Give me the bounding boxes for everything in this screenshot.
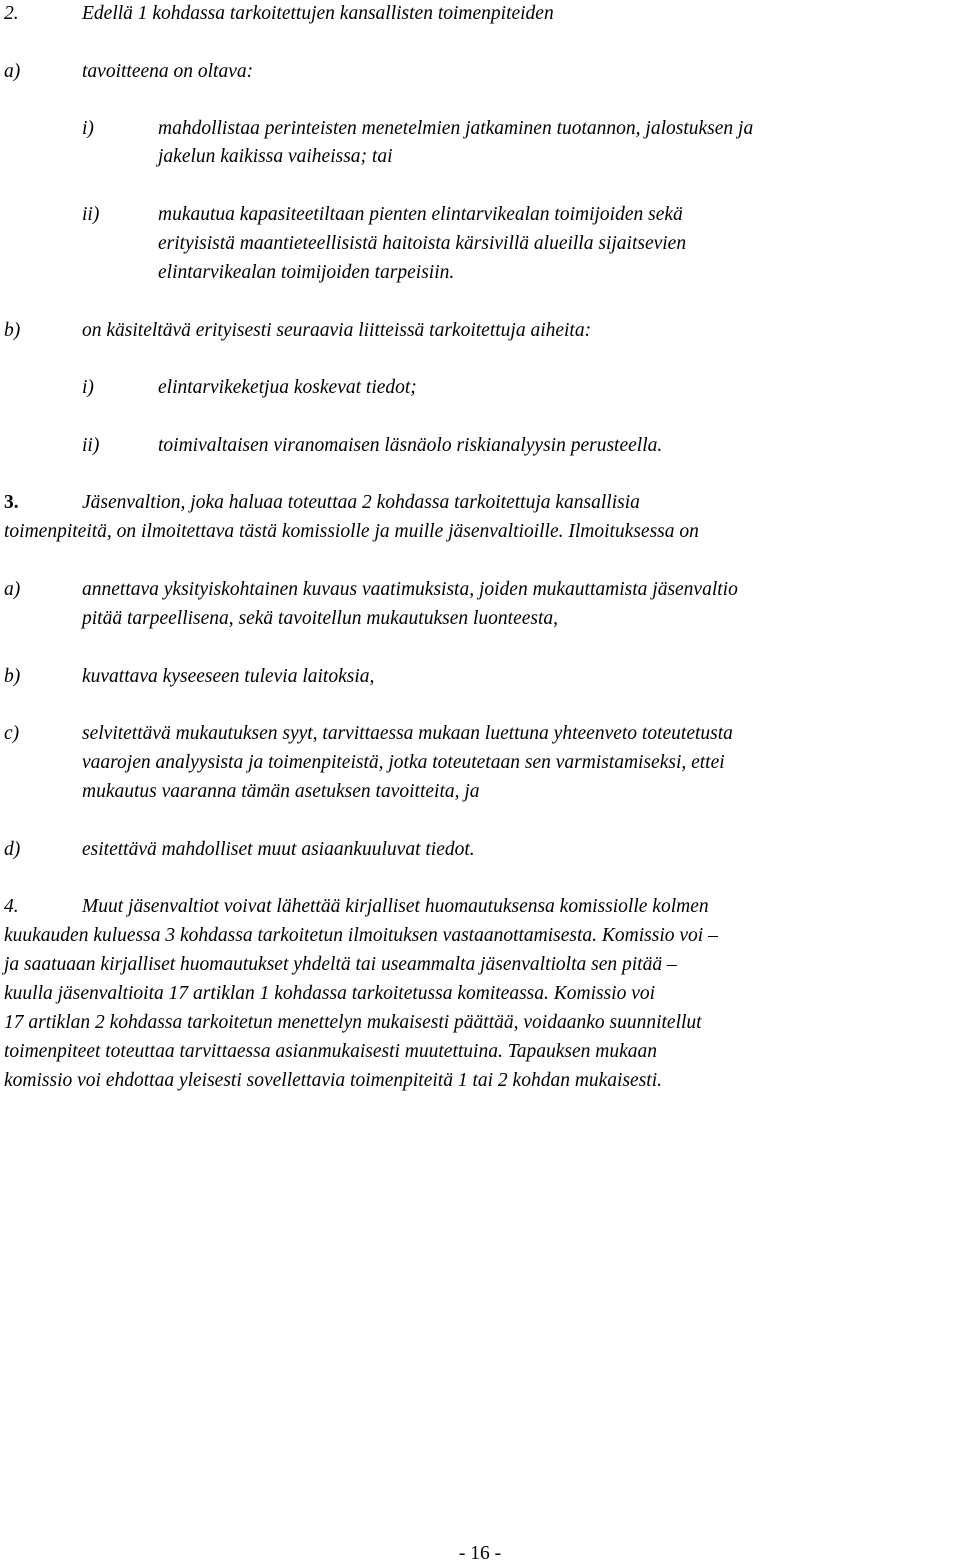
section-4-line: kuulla jäsenvaltioita 17 artiklan 1 kohdassa tarkoitetussa komiteassa. Komissio voi — [4, 983, 656, 1004]
section-2-b-ii-label: ii) — [82, 435, 100, 456]
section-2-b-i-label: i) — [82, 377, 94, 398]
section-4-line: toimenpiteet toteuttaa tarvittaessa asianmukaisesti muutettuina. Tapauksen mukaan — [4, 1041, 658, 1062]
section-2-a-ii-label: ii) — [82, 204, 100, 225]
section-3-a-label: a) — [4, 579, 21, 600]
section-3-a-line: pitää tarpeellisena, sekä tavoitellun mukautuksen luonteesta, — [82, 608, 559, 629]
section-3-b-label: b) — [4, 666, 21, 687]
section-4-line: komissio voi ehdottaa yleisesti sovellettavia toimenpiteitä 1 tai 2 kohdan mukaisesti. — [4, 1070, 663, 1091]
section-4-line: 17 artiklan 2 kohdassa tarkoitetun menettelyn mukaisesti päättää, voidaanko suunnitellut — [4, 1012, 702, 1033]
section-3-number: 3. — [4, 492, 19, 513]
section-3-c-line: mukautus vaaranna tämän asetuksen tavoitteita, ja — [82, 781, 480, 802]
section-2-a-ii-line: mukautua kapasiteetiltaan pienten elintarvikealan toimijoiden sekä — [158, 204, 683, 225]
section-3-c-line: selvitettävä mukautuksen syyt, tarvittaessa mukaan luettuna yhteenveto toteutetusta — [82, 723, 733, 744]
section-2-a-ii-line: erityisistä maantieteellisistä haitoista kärsivillä alueilla sijaitsevien — [158, 233, 687, 254]
section-2-a-i-label: i) — [82, 118, 94, 139]
section-3-line: Jäsenvaltion, joka haluaa toteuttaa 2 kohdassa tarkoitettuja kansallisia — [82, 492, 640, 513]
section-3-a-line: annettava yksityiskohtainen kuvaus vaatimuksista, joiden mukauttamista jäsenvaltio — [82, 579, 738, 600]
section-2-b-i-text: elintarvikeketjua koskevat tiedot; — [158, 377, 417, 398]
section-2-b-label: b) — [4, 320, 21, 341]
section-3-line: toimenpiteitä, on ilmoitettava tästä komissiolle ja muille jäsenvaltioille. Ilmoituksessa on — [4, 521, 699, 542]
section-4-line: Muut jäsenvaltiot voivat lähettää kirjalliset huomautuksensa komissiolle kolmen — [82, 896, 709, 917]
page-number: - 16 - — [458, 1543, 502, 1564]
section-2-a-text: tavoitteena on oltava: — [82, 61, 254, 82]
section-3-d-text: esitettävä mahdolliset muut asiaankuuluvat tiedot. — [82, 839, 475, 860]
section-2-a-ii-line: elintarvikealan toimijoiden tarpeisiin. — [158, 262, 455, 283]
section-3-c-label: c) — [4, 723, 20, 744]
section-3-c-line: vaarojen analyysista ja toimenpiteistä, jotka toteutetaan sen varmistamiseksi, ettei — [82, 752, 725, 773]
section-2-b-text: on käsiteltävä erityisesti seuraavia liitteissä tarkoitettuja aiheita: — [82, 320, 592, 341]
section-2-a-i-line: jakelun kaikissa vaiheissa; tai — [158, 146, 393, 167]
section-4-number: 4. — [4, 896, 19, 917]
section-4-line: kuukauden kuluessa 3 kohdassa tarkoitetun ilmoituksen vastaanottamisesta. Komissio voi – — [4, 925, 718, 946]
section-2-b-ii-text: toimivaltaisen viranomaisen läsnäolo riskianalyysin perusteella. — [158, 435, 663, 456]
section-3-d-label: d) — [4, 839, 21, 860]
section-4-line: ja saatuaan kirjalliset huomautukset yhdeltä tai useammalta jäsenvaltiolta sen pitää – — [4, 954, 677, 975]
section-2-a-label: a) — [4, 61, 21, 82]
section-2-number: 2. — [4, 3, 19, 24]
section-3-b-text: kuvattava kyseeseen tulevia laitoksia, — [82, 666, 375, 687]
section-2-a-i-line: mahdollistaa perinteisten menetelmien jatkaminen tuotannon, jalostuksen ja — [158, 118, 754, 139]
section-2-title: Edellä 1 kohdassa tarkoitettujen kansallisten toimenpiteiden — [82, 3, 554, 24]
